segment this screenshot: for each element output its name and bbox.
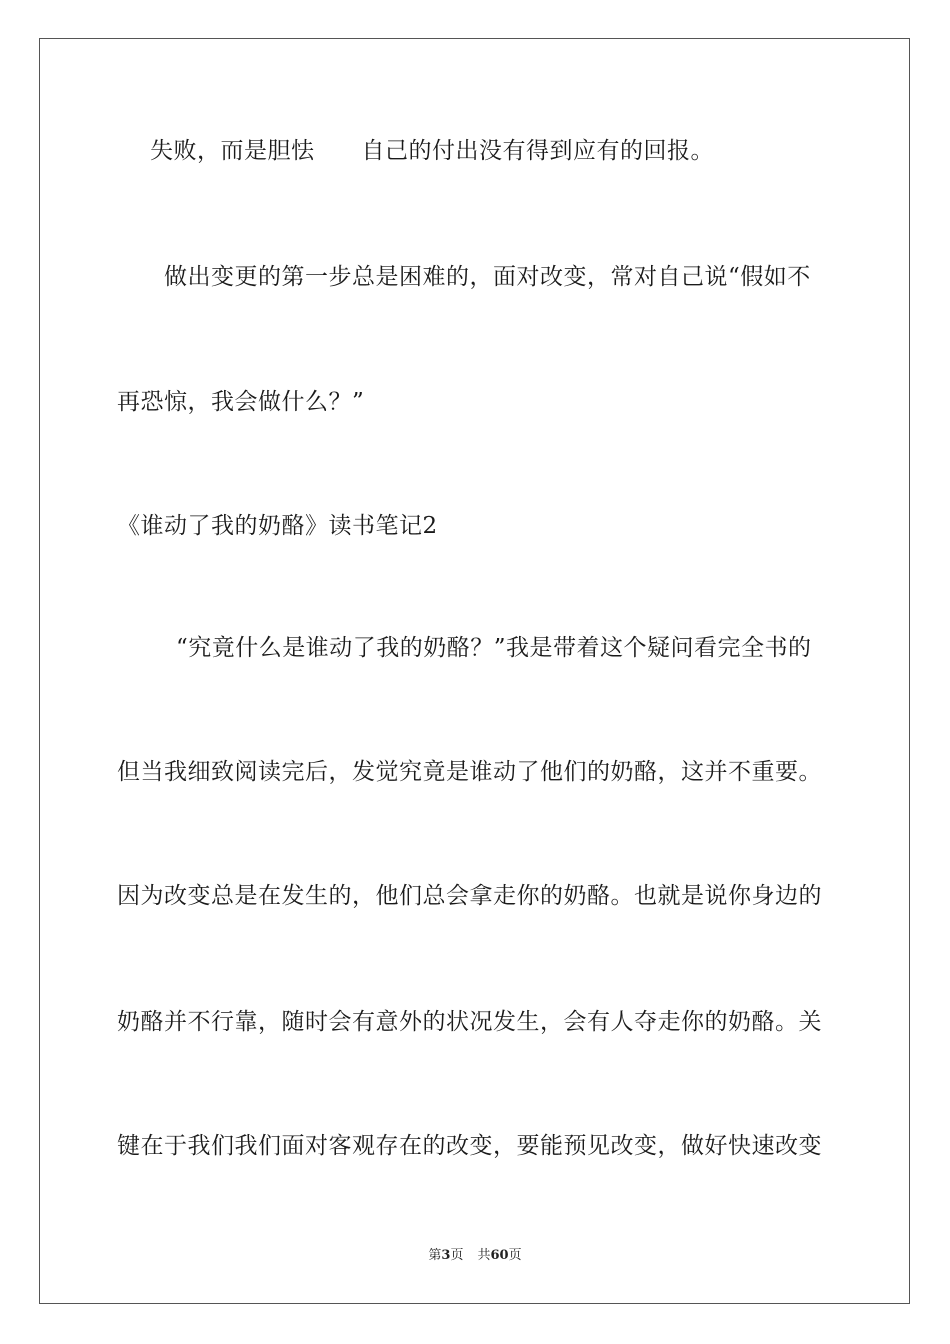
text-line-8: 奶酪并不行靠，随时会有意外的状况发生，会有人夺走你的奶酪。关 <box>117 1009 822 1035</box>
page-footer <box>0 1247 950 1265</box>
footer-total-prefix: 共 <box>477 1248 491 1263</box>
text-line-2: 做出变更的第一步总是困难的，面对改变，常对自己说“假如不 <box>164 264 811 290</box>
footer-total-pages: 60 <box>490 1248 509 1263</box>
footer-total-suffix: 页 <box>508 1248 522 1263</box>
text-line-7: 因为改变总是在发生的，他们总会拿走你的奶酪。也就是说你身边的 <box>117 883 822 909</box>
text-line-5: “究竟什么是谁动了我的奶酪？”我是带着这个疑问看完全书的 <box>176 635 812 661</box>
page-frame <box>39 38 910 1304</box>
text-line-3: 再恐惊，我会做什么？” <box>117 389 365 415</box>
text-line-6: 但当我细致阅读完后，发觉究竟是谁动了他们的奶酪，这并不重要。 <box>117 759 822 785</box>
footer-page-prefix: 第 <box>428 1248 442 1263</box>
section-heading: 《谁动了我的奶酪》读书笔记2 <box>117 513 438 539</box>
text-line-9: 键在于我们我们面对客观存在的改变，要能预见改变，做好快速改变 <box>117 1133 822 1159</box>
footer-page-suffix: 页 <box>450 1248 464 1263</box>
footer-page-number: 3 <box>441 1248 451 1263</box>
text-line-1: 失败，而是胆怯 自己的付出没有得到应有的回报。 <box>150 138 714 164</box>
